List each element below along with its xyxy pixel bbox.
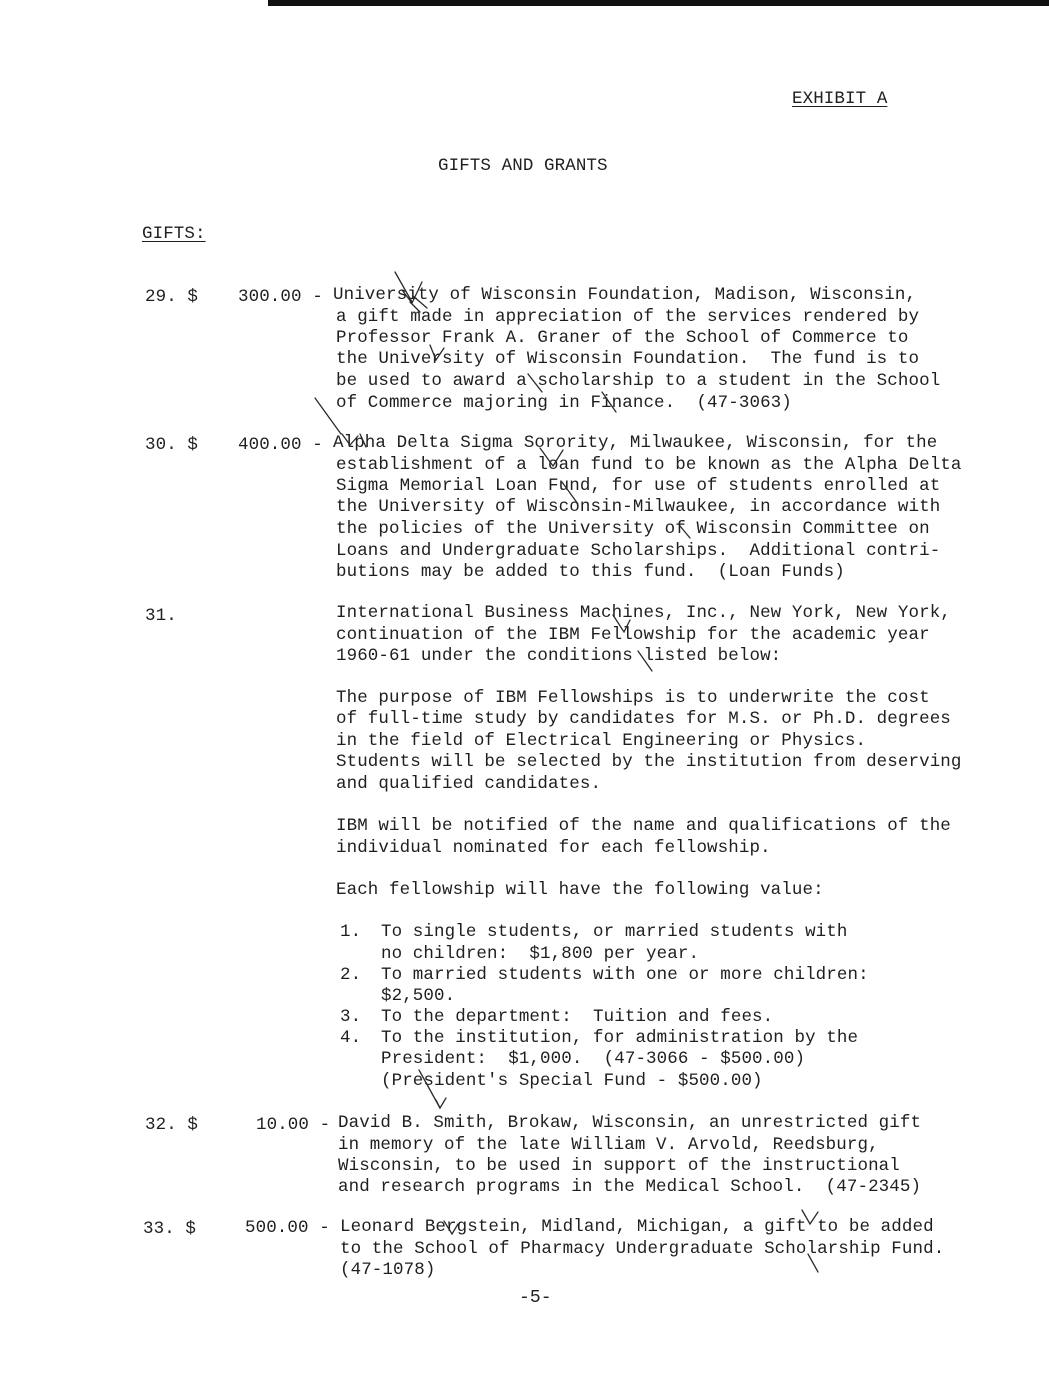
check-mark [638,651,652,671]
entry-line: International Business Machines, Inc., New York, New York, [336,603,951,623]
check-mark [613,615,630,632]
entry-line: Alpha Delta Sigma Sorority, Milwaukee, Wisconsin, for the [333,433,938,453]
list-line: (President's Special Fund - $500.00) [381,1071,763,1091]
entry-number: 29. $ [145,287,199,307]
entry-line: in memory of the late William V. Arvold, Reedsburg, [338,1135,879,1155]
entry-line: Leonard Bergstein, Midland, Michigan, a gift to be added [340,1217,934,1237]
entry-line: the University of Wisconsin-Milwaukee, in accordance with [336,497,941,517]
check-mark [802,1210,818,1224]
list-line: To the department: Tuition and fees. [381,1007,774,1027]
entry-line: University of Wisconsin Foundation, Madison, Wisconsin, [333,285,917,305]
check-mark [808,1254,818,1272]
entry-line: continuation of the IBM Fellowship for the academic year [336,625,930,645]
section-heading: GIFTS: [142,224,206,244]
list-number: 4. [340,1028,362,1048]
check-mark [360,434,366,447]
entry-line: a gift made in appreciation of the services rendered by [336,307,920,327]
check-mark [562,482,578,504]
check-mark [430,345,444,360]
paragraph-line: in the field of Electrical Engineering or Physics. [336,731,867,751]
check-mark [444,1221,458,1234]
list-line: $2,500. [381,986,456,1006]
check-mark [602,392,616,412]
entry-number: 31. [145,606,177,626]
page-title: GIFTS AND GRANTS [438,156,608,176]
list-line: To the institution, for administration by the [381,1028,859,1048]
paragraph-line: Students will be selected by the institution from deserving [336,752,962,772]
entry-line: (47-1078) [340,1260,436,1280]
entry-line: the University of Wisconsin Foundation. The fund is to [336,349,920,369]
check-mark [410,302,420,312]
list-number: 1. [340,922,362,942]
check-mark [342,434,358,445]
list-line: To married students with one or more children: [381,965,869,985]
entry-number: 30. $ [145,435,199,455]
paragraph-line: The purpose of IBM Fellowships is to underwrite the cost [336,688,930,708]
entry-amount: 400.00 - [238,435,323,455]
entry-line: Loans and Undergraduate Scholarships. Additional contri- [336,541,941,561]
check-mark [436,1098,446,1108]
entry-line: establishment of a loan fund to be known as the Alpha Delta [336,455,962,475]
check-mark [540,448,563,466]
check-mark [528,374,542,392]
entry-line: the policies of the University of Wisconsin Committee on [336,519,930,539]
exhibit-label: EXHIBIT A [792,89,888,109]
entry-line: Sigma Memorial Loan Fund, for use of students enrolled at [336,476,941,496]
entry-line: to the School of Pharmacy Undergraduate Scholarship Fund. [340,1239,945,1259]
paragraph-line: of full-time study by candidates for M.S. or Ph.D. degrees [336,709,951,729]
entry-amount: 300.00 - [238,287,323,307]
page-number: -5- [519,1288,552,1308]
check-mark [402,282,422,303]
entry-line: Professor Frank A. Graner of the School of Commerce to [336,328,909,348]
entry-line: butions may be added to this fund. (Loan Funds) [336,562,845,582]
list-line: no children: $1,800 per year. [381,944,700,964]
list-line: To single students, or married students with [381,922,848,942]
paragraph-line: IBM will be notified of the name and qualifications of the [336,816,951,836]
paragraph-line: Each fellowship will have the following value: [336,880,824,900]
list-line: President: $1,000. (47-3066 - $500.00) [381,1049,806,1069]
check-mark [680,526,690,538]
entry-line: 1960-61 under the conditions listed below: [336,646,782,666]
entry-line: be used to award a scholarship to a student in the School [336,371,941,391]
check-mark [395,272,412,302]
entry-amount: 10.00 - [256,1115,331,1135]
entry-number: 33. $ [143,1219,197,1239]
entry-number: 32. $ [145,1115,199,1135]
entry-line: David B. Smith, Brokaw, Wisconsin, an unrestricted gift [338,1113,922,1133]
entry-amount: 500.00 - [245,1218,330,1238]
check-mark [315,398,341,434]
entry-line: and research programs in the Medical School. (47-2345) [338,1177,922,1197]
list-number: 3. [340,1007,362,1027]
list-number: 2. [340,965,362,985]
paragraph-line: individual nominated for each fellowship. [336,838,771,858]
paragraph-line: and qualified candidates. [336,774,602,794]
entry-line: of Commerce majoring in Finance. (47-3063) [336,393,792,413]
entry-line: Wisconsin, to be used in support of the instructional [338,1156,900,1176]
